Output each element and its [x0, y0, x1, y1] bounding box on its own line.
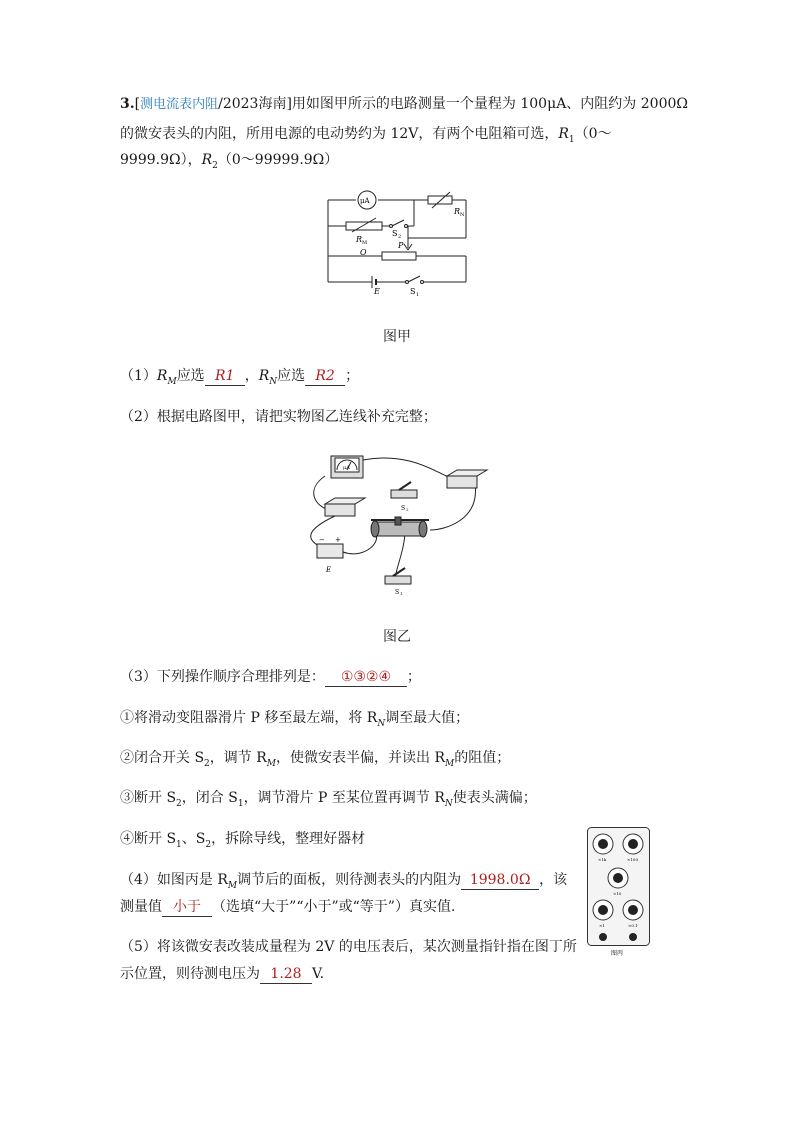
q4-line-2: 测量值 小于 （选填“大于”“小于”或“等于”）真实值.	[120, 899, 456, 915]
svg-text:M: M	[362, 240, 368, 246]
q1-rn-answer-blank[interactable]	[305, 368, 345, 386]
resistance-box-right	[447, 470, 487, 488]
q4-resistance-answer: 1998.0Ω	[469, 872, 531, 888]
rheostat	[371, 517, 429, 537]
r1-range: （0～	[574, 126, 612, 142]
circuit-diagram-jia	[318, 186, 478, 298]
svg-text:×1: ×1	[599, 923, 605, 928]
q5-answer: 1.28	[270, 966, 302, 982]
caption-jia: 图甲	[383, 329, 411, 345]
q1-rm-answer: R1	[214, 368, 235, 384]
meter-label: μA	[360, 197, 370, 205]
problem-line-2: 的微安表头的内阻，所用电源的电动势约为 12V，有两个电阻箱可选，$R_1(0\sim$	[120, 126, 612, 145]
svg-text:+: +	[335, 536, 341, 544]
q5-answer-blank[interactable]	[260, 966, 312, 984]
r2-range: （0～99999.9Ω）	[217, 152, 339, 168]
problem-number: 3.	[120, 96, 135, 112]
topic-tag[interactable]: 测电流表内阻	[140, 97, 219, 112]
svg-text:×10: ×10	[613, 891, 622, 896]
apparatus-figure-yi	[295, 440, 495, 600]
q1-rn-answer: R2	[315, 368, 335, 384]
svg-text:1: 1	[416, 292, 420, 298]
problem-text-2: 的微安表头的内阻，所用电源的电动势约为 12V，有两个电阻箱可选，	[120, 126, 559, 142]
step-2: ②闭合开关 $S_2$，调节 $R_M$，使微安表半偏，并读出 $R_M$的阻值；	[120, 750, 511, 769]
svg-text:R: R	[454, 207, 461, 216]
svg-text:S: S	[392, 229, 398, 238]
r1-range-end: 9999.9Ω），	[120, 152, 202, 168]
caption-yi: 图乙	[383, 629, 411, 645]
q4-compare-answer-blank[interactable]	[162, 899, 212, 917]
step-3: ③断开 $S_2$，闭合 $S_1$，调节滑片 P 至某位置再调节 $R_N$使表头满偏；	[120, 790, 537, 809]
step-1: ①将滑动变阻器滑片 P 移至最左端，将 $R_N$调至最大值；	[120, 710, 470, 729]
svg-text:×0.1: ×0.1	[628, 923, 638, 928]
q1-line: $(1)R_M$应选 R1 ，$R_N$应选 R2 ；	[120, 368, 360, 387]
q3-answer-blank[interactable]	[325, 669, 407, 687]
svg-text:E: E	[326, 566, 332, 574]
svg-text:E: E	[374, 287, 380, 296]
q4-compare-answer: 小于	[173, 899, 201, 915]
step-4: ④断开 $S_1$、$S_2$，拆除导线，整理好器材	[120, 831, 366, 850]
caption-bing: 图丙	[611, 950, 624, 957]
svg-text:N: N	[460, 212, 465, 218]
problem-source: /2023海南]	[218, 96, 292, 112]
svg-text:1: 1	[400, 591, 403, 596]
svg-text:O: O	[360, 248, 367, 257]
problem-line-1: 3.[测电流表内阻/2023海南]用如图甲所示的电路测量一个量程为 100μA、内阻约为 2000Ω	[120, 96, 688, 112]
battery	[317, 536, 343, 574]
q3-line: （3）下列操作顺序合理排列是： ①③②④ ；	[120, 669, 421, 685]
problem-text-1: 用如图甲所示的电路测量一个量程为 100μA、内阻约为 2000Ω	[291, 96, 688, 112]
q4-line-1: （4）如图丙是 $R_M$调节后的面板，则待测表头的内阻为 1998.0Ω ，该	[120, 872, 568, 891]
microammeter	[331, 456, 363, 478]
svg-text:S: S	[395, 589, 400, 596]
resistance-box-left	[325, 498, 365, 516]
q5-line-1: （5）将该微安表改装成量程为 2V 的电压表后，某次测量指针指在图丁所	[120, 939, 577, 955]
switch-s1	[385, 568, 411, 596]
svg-text:S: S	[401, 505, 406, 512]
svg-text:R: R	[356, 235, 363, 244]
q4-resistance-answer-blank[interactable]	[461, 872, 539, 890]
svg-text:×1k: ×1k	[598, 857, 607, 862]
switch-s2	[391, 482, 417, 512]
svg-text:μA: μA	[343, 465, 350, 471]
terminal-right	[629, 933, 637, 941]
svg-text:S: S	[410, 287, 416, 296]
svg-text:×100: ×100	[627, 857, 638, 862]
problem-line-3: 9999.9Ω），$R_2(0\sim 99999.9\Omega)$	[120, 152, 339, 171]
q5-line-2: 示位置，则待测电压为 1.28 V.	[120, 966, 325, 982]
svg-text:2: 2	[398, 234, 402, 240]
terminal-left	[599, 933, 607, 941]
svg-text:−: −	[319, 536, 325, 544]
svg-text:2: 2	[406, 507, 409, 512]
svg-text:P: P	[398, 241, 404, 250]
q3-answer: ①③②④	[340, 669, 392, 685]
resistance-box-panel-bing	[587, 827, 650, 957]
q2-line: （2）根据电路图甲，请把实物图乙连线补充完整；	[120, 409, 437, 425]
q1-rm-answer-blank[interactable]	[205, 368, 245, 386]
